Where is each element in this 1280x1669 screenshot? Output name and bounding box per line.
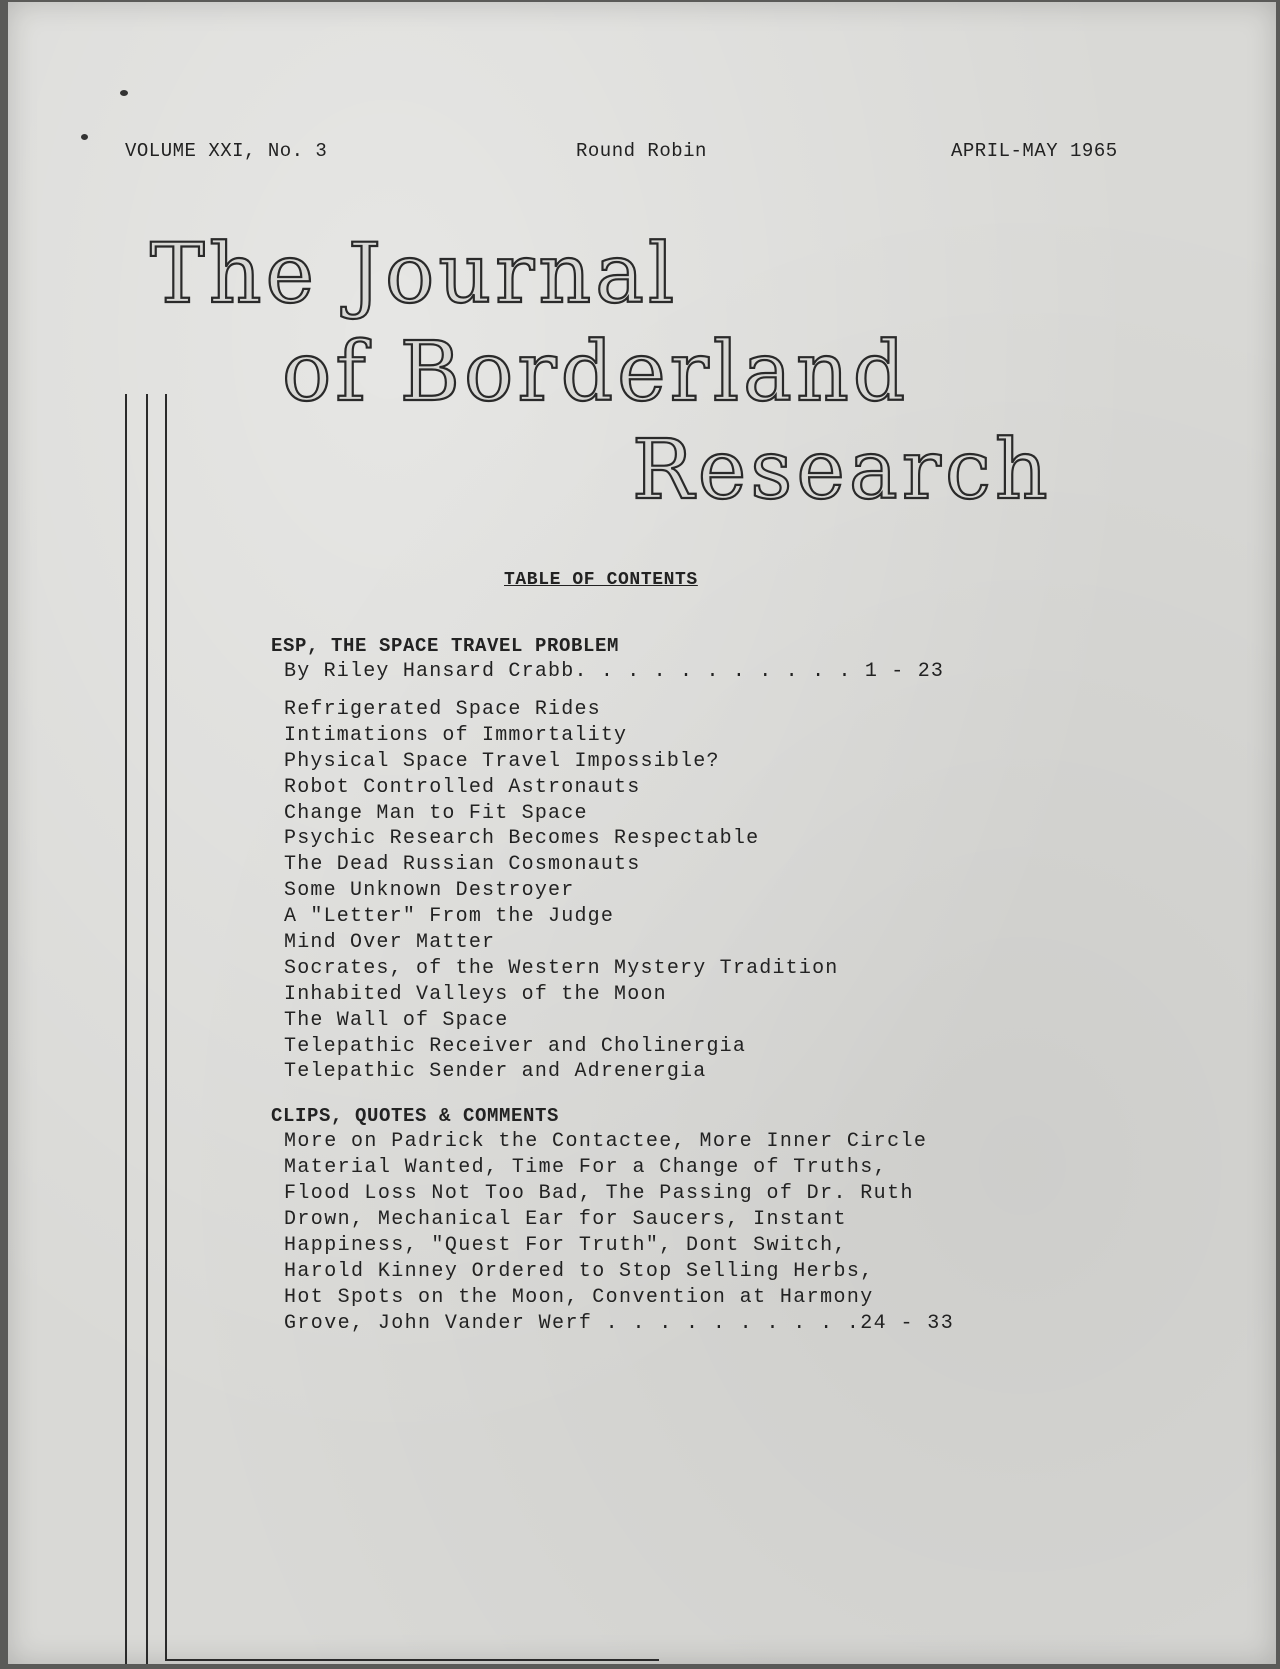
- section-byline: By Riley Hansard Crabb. . . . . . . . . . . 1 - 23: [284, 660, 945, 683]
- list-item: Telepathic Receiver and Cholinergia: [284, 1034, 747, 1058]
- border-rule-inner-horizontal: [165, 1659, 659, 1661]
- article-list: [284, 697, 838, 1085]
- toc-heading: TABLE OF CONTENTS: [504, 570, 698, 590]
- list-item: Psychic Research Becomes Respectable: [284, 827, 760, 851]
- list-item: Some Unknown Destroyer: [284, 879, 575, 903]
- ink-smudge: [81, 134, 88, 140]
- list-item: Flood Loss Not Too Bad, The Passing of Dr. Ruth: [284, 1182, 914, 1205]
- list-item: Socrates, of the Western Mystery Tradition: [284, 956, 839, 980]
- list-item: Intimations of Immortality: [284, 723, 628, 747]
- list-item: Material Wanted, Time For a Change of Truths,: [284, 1156, 888, 1179]
- list-item: Change Man to Fit Space: [284, 801, 588, 825]
- list-item: Harold Kinney Ordered to Stop Selling Herbs,: [284, 1260, 874, 1283]
- title-line-1: The Journal: [150, 227, 679, 322]
- list-item: A "Letter" From the Judge: [284, 905, 615, 929]
- issue-date: APRIL-MAY 1965: [951, 140, 1118, 162]
- list-item: Inhabited Valleys of the Moon: [284, 982, 667, 1006]
- list-item: Happiness, "Quest For Truth", Dont Switch,: [284, 1234, 847, 1257]
- list-item: Physical Space Travel Impossible?: [284, 749, 720, 773]
- clips-list: [284, 1129, 954, 1337]
- list-item: Robot Controlled Astronauts: [284, 775, 641, 799]
- title-line-2: of Borderland: [282, 325, 910, 420]
- journal-cover-page: [8, 2, 1276, 1664]
- section-title-esp: ESP, THE SPACE TRAVEL PROBLEM: [271, 635, 620, 657]
- border-rule-inner-vertical: [165, 394, 167, 1660]
- list-item: The Wall of Space: [284, 1008, 509, 1032]
- list-item: The Dead Russian Cosmonauts: [284, 853, 641, 877]
- list-item: Telepathic Sender and Adrenergia: [284, 1060, 707, 1084]
- border-rule-middle-vertical: [146, 394, 148, 1664]
- newsletter-name: Round Robin: [576, 140, 707, 162]
- list-item: Drown, Mechanical Ear for Saucers, Instant: [284, 1208, 847, 1231]
- ink-smudge: [120, 90, 128, 96]
- list-item: Hot Spots on the Moon, Convention at Harmony: [284, 1286, 874, 1309]
- section-title-clips: CLIPS, QUOTES & COMMENTS: [271, 1105, 560, 1127]
- volume-number: VOLUME XXI, No. 3: [125, 140, 328, 162]
- list-item: Grove, John Vander Werf . . . . . . . . . .24 - 33: [284, 1312, 955, 1335]
- list-item: Refrigerated Space Rides: [284, 698, 601, 721]
- list-item: More on Padrick the Contactee, More Inner Circle: [284, 1130, 928, 1153]
- list-item: Mind Over Matter: [284, 931, 496, 955]
- border-rule-outer-vertical: [125, 394, 127, 1664]
- title-line-3: Research: [632, 423, 1052, 518]
